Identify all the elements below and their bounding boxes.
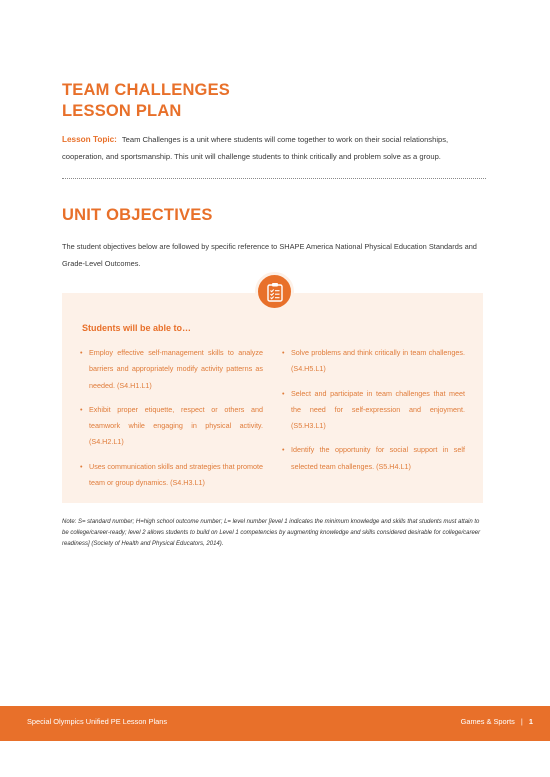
title-line-1: TEAM CHALLENGES bbox=[62, 81, 230, 99]
lesson-topic-label: Lesson Topic: bbox=[62, 135, 117, 144]
page-footer bbox=[0, 706, 550, 741]
objectives-right-list bbox=[282, 345, 465, 483]
footer-series-title: Special Olympics Unified PE Lesson Plans bbox=[27, 717, 168, 726]
page-number: 1 bbox=[528, 717, 533, 726]
students-able-heading: Students will be able to… bbox=[82, 323, 192, 333]
unit-objectives-heading: UNIT OBJECTIVES bbox=[62, 206, 213, 224]
footer-section bbox=[461, 717, 533, 726]
unit-objectives-text: The student objectives below are followed by specific reference to SHAPE America National Physical Education Standards and Grade-Level Outcomes. bbox=[62, 242, 477, 268]
list-item: • Exhibit proper etiquette, respect or others and teamwork while engaging in physical activity. (S4.H2.L1) bbox=[80, 404, 263, 447]
footer-section-title: Games & Sports bbox=[460, 717, 515, 726]
list-item: • Solve problems and think critically in team challenges. (S4.H5.L1) bbox=[282, 348, 465, 374]
checklist-clipboard-icon bbox=[255, 272, 294, 311]
list-item: • Select and participate in team challenges that meet the need for self-expression and enjoyment. (S5.H3.L1) bbox=[282, 388, 465, 431]
lesson-topic-text: Team Challenges is a unit where students will come together to work on their social relationships, cooperation, and sportsmanship. This unit will challenge students to think critically and problem solve as a group. bbox=[62, 135, 449, 161]
dotted-divider bbox=[62, 178, 486, 179]
list-item: • Identify the opportunity for social support in self selected team challenges. (S5.H4.L1) bbox=[282, 445, 465, 471]
list-item: • Employ effective self-management skills to analyze barriers and appropriately modify activity patterns as needed. (S4.H1.L1) bbox=[80, 348, 263, 390]
list-item: • Uses communication skills and strategies that promote team or group dynamics. (S4.H3.L1) bbox=[80, 461, 263, 488]
objectives-left-list bbox=[80, 345, 263, 499]
lesson-title bbox=[62, 80, 230, 122]
standards-note: Note: S= standard number; H=high school outcome number; L= level number [level 1 indicates the minimum knowledge and skills that students must attain to be college/career-ready; level 2 allows students to build on Level 1 competencies by augmenting knowledge and skills considered desirable for college/career readiness] (Society of Health and Physical Educators, 2014). bbox=[62, 519, 481, 547]
footer-separator: | bbox=[520, 717, 523, 726]
title-line-2: LESSON PLAN bbox=[62, 102, 182, 120]
lesson-topic bbox=[62, 131, 492, 165]
